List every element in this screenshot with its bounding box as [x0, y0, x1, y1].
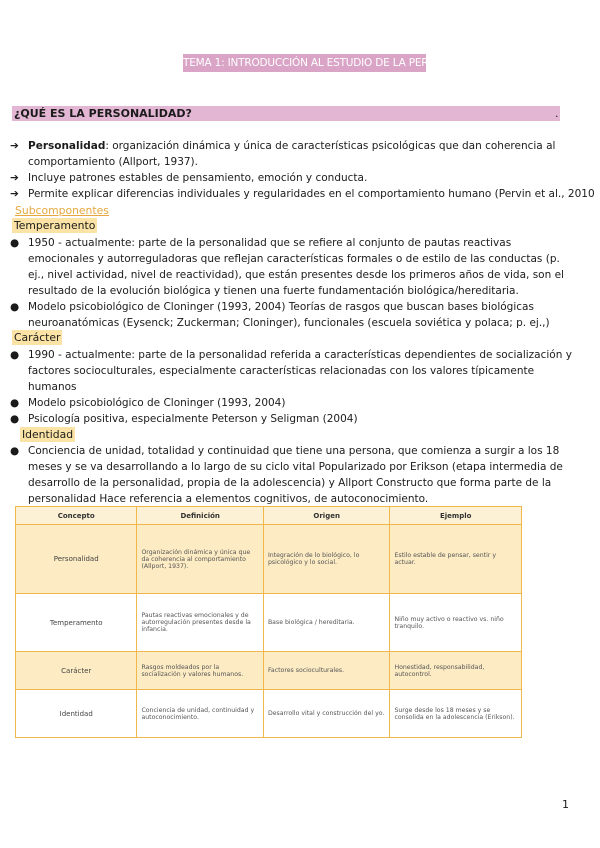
- table-cell: Organización dinámica y única que da coherencia al comportamiento (Allport, 1937).: [137, 525, 264, 594]
- list-item: ● 1990 - actualmente: parte de la personalidad referida a características dependientes de socialización y factores socioculturales, especialmente características relacionadas con los valores típicamente humanos: [10, 349, 572, 393]
- table-cell: Rasgos moldeados por la socialización y valores humanos.: [137, 652, 264, 690]
- table-cell: Estilo estable de pensar, sentir y actuar.: [390, 525, 522, 594]
- column-header: Concepto: [16, 507, 137, 525]
- bullet-icon: ●: [10, 301, 20, 313]
- page-number: 1: [562, 798, 569, 811]
- table-cell: Integración de lo biológico, lo psicológico y lo social.: [263, 525, 390, 594]
- intro-points: [10, 138, 595, 202]
- arrow-icon: ➔: [10, 140, 19, 152]
- table-cell: Desarrollo vital y construcción del yo.: [263, 690, 390, 738]
- column-header: Origen: [263, 507, 390, 525]
- table-row: [16, 690, 522, 738]
- table-header-row: [16, 507, 522, 525]
- table-cell: Base biológica / hereditaria.: [263, 594, 390, 652]
- intro-point-differences: ➔ Permite explicar diferencias individuales y regularidades en el comportamiento humano (Pervin et al., 2010: [10, 188, 595, 200]
- column-header: Definición: [137, 507, 264, 525]
- table-cell: Surge desde los 18 meses y se consolida en la adolescencia (Erikson).: [390, 690, 522, 738]
- table-cell: Factores socioculturales.: [263, 652, 390, 690]
- temperamento-heading: Temperamento: [14, 219, 96, 232]
- bullet-icon: ●: [10, 349, 20, 361]
- table-cell: Conciencia de unidad, continuidad y autoconocimiento.: [137, 690, 264, 738]
- list-item: ● Psicología positiva, especialmente Peterson y Seligman (2004): [10, 413, 358, 425]
- table-cell: Pautas reactivas emocionales y de autorregulación presentes desde la infancia.: [137, 594, 264, 652]
- table-cell: Niño muy activo o reactivo vs. niño tranquilo.: [390, 594, 522, 652]
- table-row: [16, 594, 522, 652]
- arrow-icon: ➔: [10, 188, 19, 200]
- document-title: TEMA 1: INTRODUCCIÓN AL ESTUDIO DE LA PERSONALIDAD: [183, 54, 426, 72]
- bullet-icon: ●: [10, 397, 20, 409]
- definition-text: : organización dinámica y única de características psicológicas que dan coherencia al comportamiento (Allport, 1937).: [28, 140, 556, 168]
- list-item: ● 1950 - actualmente: parte de la personalidad que se refiere al conjunto de pautas reactivas emocionales y autorreguladoras que reflejan características formales o de estilo de las conductas (p. ej., nivel actividad, nivel de reactividad), que están presentes desde los primeros años de vida, son el resultado de la evolución biológica y tienen una fuerte fundamentación biológica/hereditaria.: [10, 237, 564, 297]
- table-cell: Personalidad: [16, 525, 137, 594]
- bullet-icon: ●: [10, 413, 20, 425]
- table-row: [16, 525, 522, 594]
- table-cell: Identidad: [16, 690, 137, 738]
- list-item: ● Modelo psicobiológico de Cloninger (1993, 2004) Teorías de rasgos que buscan bases biológicas neuroanatómicas (Eysenck; Zuckerman; Cloninger), funcionales (escuela soviética y polaca; p. ej.,): [10, 301, 550, 329]
- intro-point-patterns: ➔ Incluye patrones estables de pensamiento, emoción y conducta.: [10, 172, 368, 184]
- bullet-icon: ●: [10, 237, 20, 249]
- list-item: ● Modelo psicobiológico de Cloninger (1993, 2004): [10, 397, 286, 409]
- summary-table: [15, 506, 522, 738]
- list-item: ● Conciencia de unidad, totalidad y continuidad que tiene una persona, que comienza a surgir a los 18 meses y se va desarrollando a lo largo de su ciclo vital Popularizado por Erikson (etapa intermedia de desarrollo de la personalidad, propia de la adolescencia) y Allport Constructo que forma parte de la personalidad Hace referencia a elementos cognitivos, de autoconocimiento.: [10, 445, 563, 505]
- caracter-heading: Carácter: [14, 331, 61, 344]
- column-header: Ejemplo: [390, 507, 522, 525]
- bullet-icon: ●: [10, 445, 20, 457]
- table-cell: Carácter: [16, 652, 137, 690]
- identidad-heading: Identidad: [22, 428, 74, 441]
- definition-term: Personalidad: [28, 140, 106, 152]
- intro-definition: [10, 138, 582, 170]
- table-row: [16, 652, 522, 690]
- caracter-list: [10, 347, 572, 427]
- temperamento-list: [10, 235, 572, 331]
- identidad-list: [10, 443, 572, 507]
- arrow-icon: ➔: [10, 172, 19, 184]
- section-heading-end-mark: .: [555, 107, 559, 120]
- subcomponentes-link[interactable]: Subcomponentes: [15, 204, 109, 217]
- table-cell: Temperamento: [16, 594, 137, 652]
- table-cell: Honestidad, responsabilidad, autocontrol.: [390, 652, 522, 690]
- section-heading: ¿QUÉ ES LA PERSONALIDAD?: [12, 106, 560, 121]
